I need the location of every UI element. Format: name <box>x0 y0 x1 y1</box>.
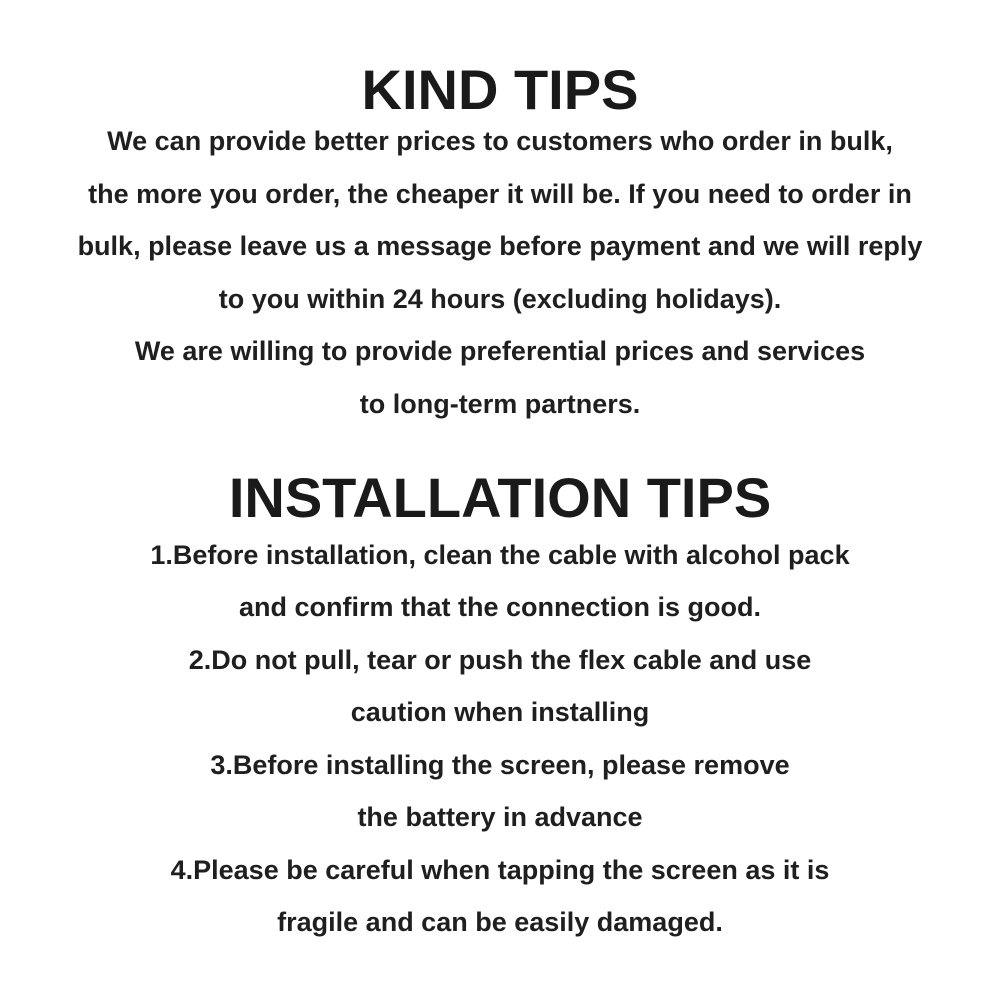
kind-tips-line: We can provide better prices to customers who order in bulk, <box>107 126 893 156</box>
kind-tips-line: We are willing to provide preferential prices and services <box>134 336 866 366</box>
kind-tips-line: to you within 24 hours (excluding holidays). <box>218 284 782 314</box>
installation-tip-line: 3.Before installing the screen, please remove <box>210 750 790 780</box>
installation-tip-line: and confirm that the connection is good. <box>238 592 761 622</box>
installation-tip-line: 2.Do not pull, tear or push the flex cable and use <box>188 645 812 675</box>
installation-tips-heading: INSTALLATION TIPS <box>228 466 772 529</box>
installation-tip-line: 1.Before installation, clean the cable with alcohol pack <box>150 540 850 570</box>
kind-tips-line: the more you order, the cheaper it will be. If you need to order in <box>88 179 912 209</box>
installation-tip-line: the battery in advance <box>357 802 643 832</box>
installation-tip-line: caution when installing <box>350 697 650 727</box>
kind-tips-line: to long-term partners. <box>359 389 641 419</box>
kind-tips-line: bulk, please leave us a message before payment and we will reply <box>77 231 923 261</box>
installation-tip-line: 4.Please be careful when tapping the screen as it is <box>170 855 830 885</box>
kind-tips-heading: KIND TIPS <box>361 58 639 121</box>
installation-tip-line: fragile and can be easily damaged. <box>277 907 723 937</box>
